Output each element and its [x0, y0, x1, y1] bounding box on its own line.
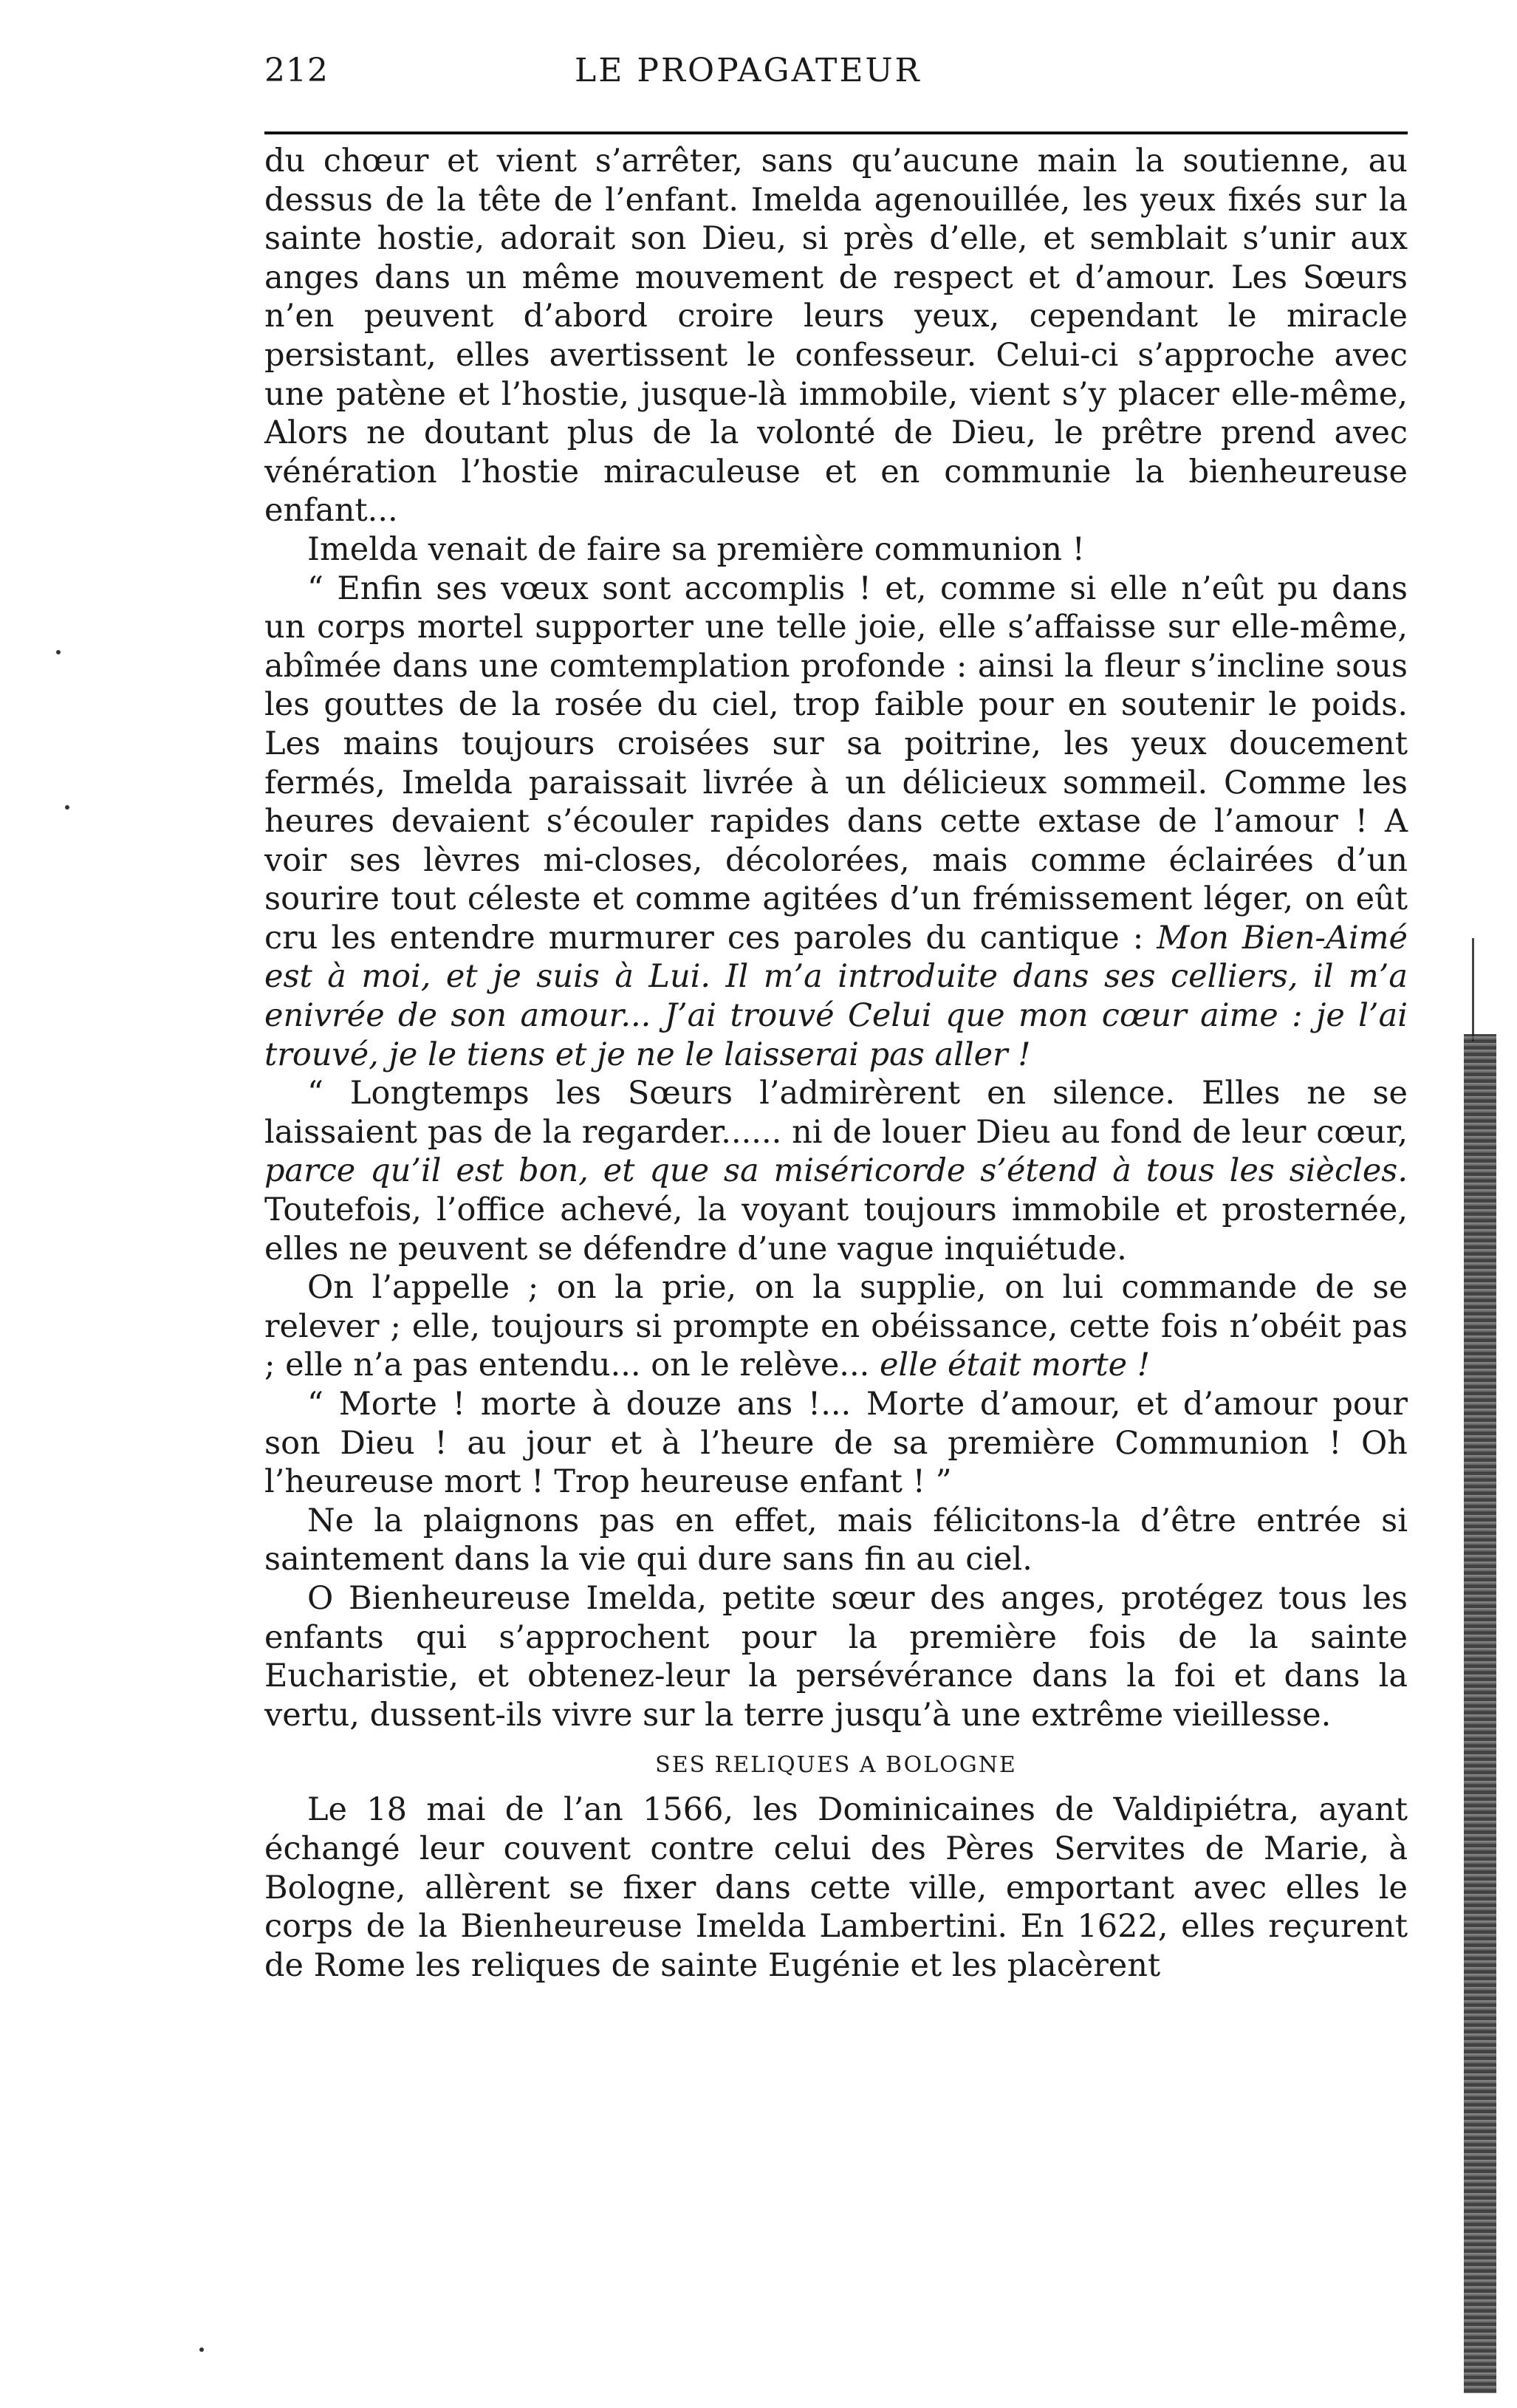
paragraph: [264, 142, 1408, 530]
body-text: [264, 142, 1408, 1734]
book-page: [264, 52, 1408, 1985]
text-run: “ Longtemps les Sœurs l’admirèrent en silence. Elles ne se laissaient pas de la regarder...... ni de louer Dieu au fond de leur cœur,: [264, 1075, 1408, 1151]
scan-speck: [65, 805, 69, 810]
scan-edge-mark: [1472, 938, 1474, 1041]
running-head: [264, 52, 1408, 98]
text-run: “ Enfin ses vœux sont accomplis ! et, comme si elle n’eût pu dans un corps mortel supporter une telle joie, elle s’affaisse sur elle-même, abîmée dans une comtemplation profonde : ainsi la fleur s’incline sous les gouttes de la rosée du ciel, trop faible pour en soutenir le poids. Les mains toujours croisées sur sa poitrine, les yeux doucement fermés, Imelda paraissait livrée à un délicieux sommeil. Comme les heures devaient s’écouler rapides dans cette extase de l’amour ! A voir ses lèvres mi-closes, décolorées, mais comme éclairées d’un sourire tout céleste et comme agitées d’un frémissement léger, on eût cru les entendre murmurer ces paroles du cantique :: [264, 569, 1408, 957]
paragraph: [264, 1579, 1408, 1734]
italic-text: elle était morte !: [879, 1347, 1151, 1384]
text-run: On l’appelle ; on la prie, on la supplie, on lui commande de se relever ; elle, toujours si prompte en obéissance, cette fois n’obéit pas ; elle n’a pas entendu... on le relève...: [264, 1269, 1408, 1384]
text-run: Ne la plaignons pas en effet, mais félicitons-la d’être entrée si saintement dans la vie qui dure sans fin au ciel.: [264, 1502, 1408, 1578]
text-run: Le 18 mai de l’an 1566, les Dominicaines de Valdipiétra, ayant échangé leur couvent contre celui des Pères Servites de Marie, à Bologne, allèrent se fixer dans cette ville, emportant avec elles le corps de la Bienheureuse Imelda Lambertini. En 1622, elles reçurent de Rome les reliques de sainte Eugénie et les placèrent: [264, 1791, 1408, 1984]
paragraph: [264, 569, 1408, 1075]
paragraph: [264, 1074, 1408, 1268]
paragraph: [264, 1385, 1408, 1502]
scan-speck: [199, 2347, 204, 2352]
paragraph: [264, 530, 1408, 569]
text-run: “ Morte ! morte à douze ans !... Morte d’amour, et d’amour pour son Dieu ! au jour et à l’heure de sa première Communion ! Oh l’heureuse mort ! Trop heureuse enfant ! ”: [264, 1386, 1408, 1501]
paragraph: [264, 1268, 1408, 1385]
paragraph: [264, 1790, 1408, 1985]
scan-speck: [56, 650, 61, 654]
text-run: du chœur et vient s’arrêter, sans qu’aucune main la soutienne, au dessus de la tête de l’enfant. Imelda agenouillée, les yeux fixés sur la sainte hostie, adorait son Dieu, si près d’elle, et semblait s’unir aux anges dans un même mouvement de respect et d’amour. Les Sœurs n’en peuvent d’abord croire leurs yeux, cependant le miracle persistant, elles avertissent le confesseur. Celui-ci s’approche avec une patène et l’hostie, jusque-là immobile, vient s’y placer elle-même, Alors ne doutant plus de la volonté de Dieu, le prêtre prend avec vénération l’hostie miraculeuse et en communie la bienheureuse enfant...: [264, 143, 1408, 530]
section-text: [264, 1790, 1408, 1985]
header-rule: [264, 131, 1408, 134]
text-run: O Bienheureuse Imelda, petite sœur des anges, protégez tous les enfants qui s’approchent pour la première fois de la sainte Eucharistie, et obtenez-leur la persévérance dans la foi et dans la vertu, dussent-ils vivre sur la terre jusqu’à une extrême vieillesse.: [264, 1579, 1408, 1734]
running-title: LE PROPAGATEUR: [575, 52, 922, 89]
scan-edge-artifact: [1464, 1034, 1496, 2393]
italic-text: parce qu’il est bon, et que sa miséricorde s’étend à tous les siècles.: [264, 1152, 1408, 1190]
page-number: 212: [264, 52, 329, 89]
section-heading: SES RELIQUES A BOLOGNE: [655, 1752, 1017, 1779]
paragraph: [264, 1502, 1408, 1579]
text-run: Toutefois, l’office achevé, la voyant toujours immobile et prosternée, elles ne peuvent se défendre d’une vague inquiétude.: [264, 1191, 1408, 1268]
text-run: Imelda venait de faire sa première communion !: [307, 530, 1085, 568]
italic-text: Mon Bien-Aimé est à moi, et je suis à Lui. Il m’a introduite dans ses celliers, il m’a enivrée de son amour... J’ai trouvé Celui que mon cœur aime : je l’ai trouvé, je le tiens et je ne le laisserai pas aller !: [264, 919, 1408, 1073]
